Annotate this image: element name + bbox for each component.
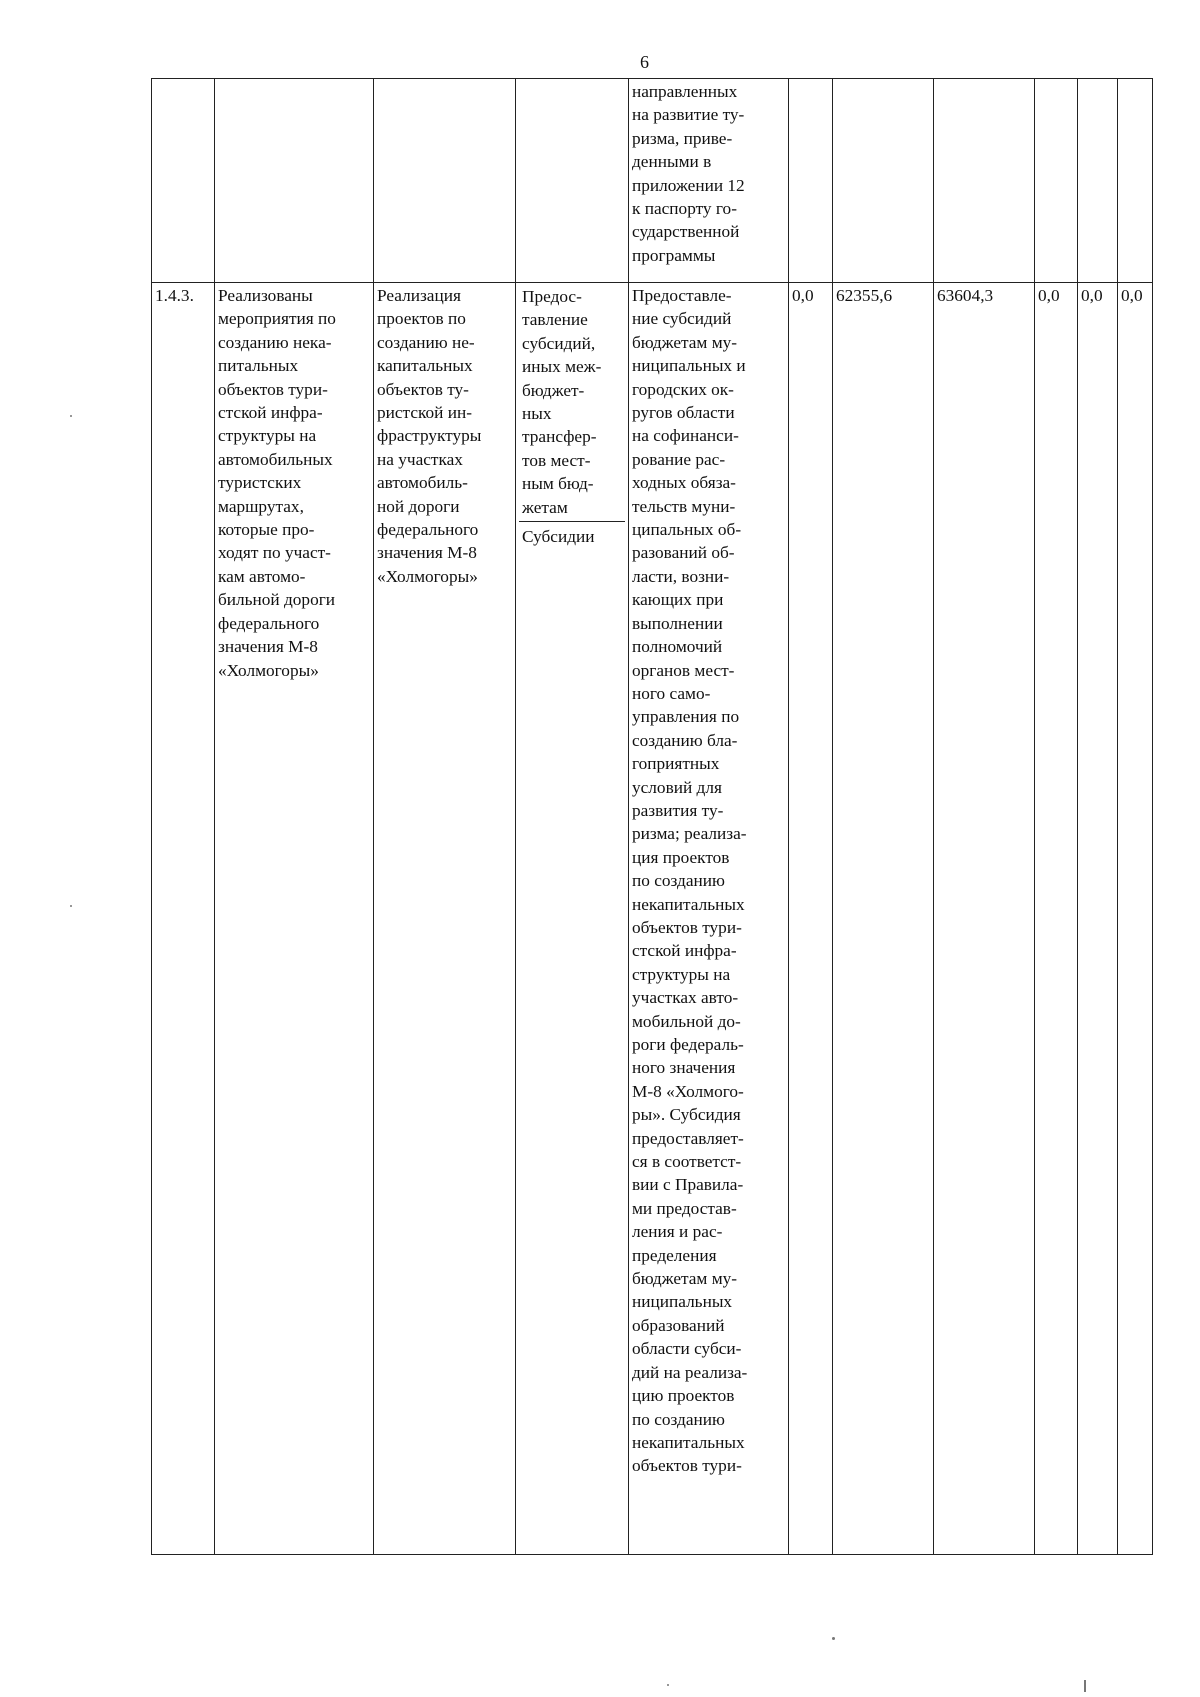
- cont-measure-cell: [374, 79, 516, 283]
- value-1: 0,0: [792, 286, 814, 305]
- value-cell-2: [833, 283, 934, 1555]
- value-5: 0,0: [1081, 286, 1103, 305]
- type-bottom-text: Субсидии: [522, 527, 595, 547]
- value-cell-4: [1035, 283, 1078, 1555]
- cont-result-cell: [215, 79, 374, 283]
- value-2: 62355,6: [836, 286, 893, 305]
- value-4: 0,0: [1038, 286, 1060, 305]
- value-cell-1: [789, 283, 833, 1555]
- scan-speck: [667, 1684, 669, 1686]
- table-row: [152, 283, 1153, 1555]
- cont-number-cell: [152, 79, 215, 283]
- cont-value-cell-3: [934, 79, 1035, 283]
- scan-speck: [70, 905, 72, 907]
- cont-description-text: направленных на развитие ту- ризма, приве- денными в приложении 12 к паспорту го- сударственной программы: [632, 82, 745, 265]
- description-text: Предоставле- ние субсидий бюджетам му- ниципальных и городских ок- ругов области на софинанси- рование рас- ходных обяза- тельств муни- ципальных об- разований об- ласти, возни- кающих при выполнении полномочий органов мест- ного само- управления по созданию бла- гоприятных условий для развития ту- ризма; реализа- ция проектов по созданию некапитальных объектов тури- стской инфра- структуры на участках авто- мобильной до- роги федераль- ного значения М-8 «Холмого- ры». Субсидия предоставляет- ся в соответст- вии с Правила- ми предостав- ления и рас- пределения бюджетам му- ниципальных образований области субси- дий на реализа- цию проектов по созданию некапитальных объектов тури-: [632, 286, 748, 1476]
- cont-description-cell: [629, 79, 789, 283]
- type-top: [519, 284, 625, 522]
- result-text: Реализованы мероприятия по созданию нека- питальных объектов тури- стской инфра- структуры на автомобильных туристских маршрутах, которые про- ходят по участ- кам автомо- бильной дороги федерального значения М-8 «Холмогоры»: [218, 286, 336, 680]
- scan-speck: [832, 1637, 835, 1640]
- result-cell: [215, 283, 374, 1555]
- cont-type-cell: [516, 79, 629, 283]
- measure-cell: [374, 283, 516, 1555]
- page-number: 6: [640, 52, 649, 72]
- value-3: 63604,3: [937, 286, 994, 305]
- cont-value-cell-1: [789, 79, 833, 283]
- row-number-cell: [152, 283, 215, 1555]
- row-number: 1.4.3.: [155, 286, 194, 305]
- description-cell: [629, 283, 789, 1555]
- value-cell-5: [1078, 283, 1118, 1555]
- continuation-row: [152, 79, 1153, 283]
- value-6: 0,0: [1121, 286, 1143, 305]
- cont-value-cell-6: [1118, 79, 1153, 283]
- value-cell-6: [1118, 283, 1153, 1555]
- type-top-text: Предос- тавление субсидий, иных меж- бюджет- ных трансфер- тов мест- ным бюд- жетам: [522, 287, 602, 517]
- scan-speck: [70, 415, 72, 417]
- cont-value-cell-4: [1035, 79, 1078, 283]
- scan-speck: [1084, 1680, 1086, 1692]
- type-bottom: [519, 522, 625, 548]
- measure-text: Реализация проектов по созданию не- капитальных объектов ту- ристской ин- фраструктуры на участках автомобиль- ной дороги федерального значения М-8 «Холмогоры»: [377, 286, 482, 586]
- value-cell-3: [934, 283, 1035, 1555]
- program-table: [151, 78, 1153, 1555]
- cont-value-cell-5: [1078, 79, 1118, 283]
- cont-value-cell-2: [833, 79, 934, 283]
- type-cell: [516, 283, 629, 1555]
